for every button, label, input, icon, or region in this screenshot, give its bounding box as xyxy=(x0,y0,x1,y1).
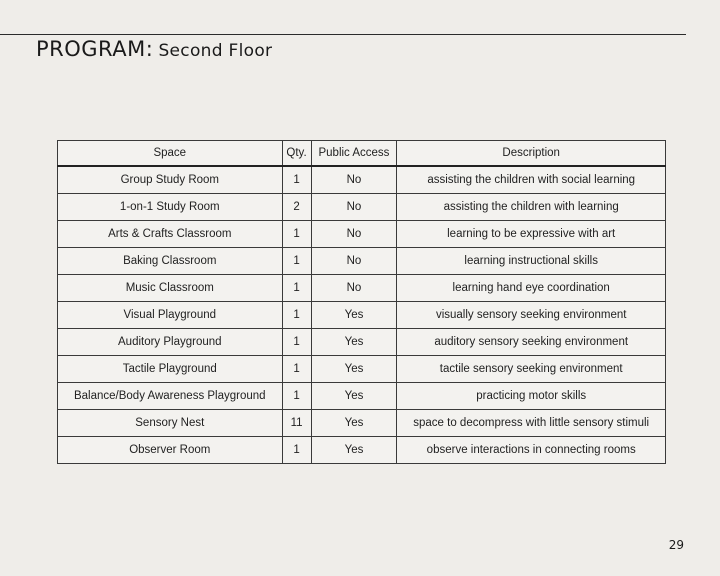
cell-description: observe interactions in connecting rooms xyxy=(397,437,666,464)
cell-space: Group Study Room xyxy=(58,166,283,194)
cell-qty: 2 xyxy=(282,194,311,221)
table-row xyxy=(58,248,666,275)
cell-qty: 1 xyxy=(282,166,311,194)
cell-qty: 1 xyxy=(282,329,311,356)
header-public-access: Public Access xyxy=(311,141,397,167)
cell-public-access: Yes xyxy=(311,410,397,437)
table-row xyxy=(58,437,666,464)
cell-public-access: No xyxy=(311,248,397,275)
cell-space: Tactile Playground xyxy=(58,356,283,383)
cell-space: Observer Room xyxy=(58,437,283,464)
table-row xyxy=(58,194,666,221)
cell-description: tactile sensory seeking environment xyxy=(397,356,666,383)
cell-public-access: No xyxy=(311,221,397,248)
cell-description: auditory sensory seeking environment xyxy=(397,329,666,356)
header-description: Description xyxy=(397,141,666,167)
header-space: Space xyxy=(58,141,283,167)
cell-qty: 1 xyxy=(282,248,311,275)
cell-qty: 1 xyxy=(282,302,311,329)
cell-public-access: No xyxy=(311,275,397,302)
cell-description: learning hand eye coordination xyxy=(397,275,666,302)
table-row xyxy=(58,275,666,302)
table-row xyxy=(58,329,666,356)
cell-public-access: No xyxy=(311,166,397,194)
table-row xyxy=(58,302,666,329)
program-table xyxy=(57,140,666,464)
cell-description: learning to be expressive with art xyxy=(397,221,666,248)
cell-space: Music Classroom xyxy=(58,275,283,302)
page-title xyxy=(36,36,272,64)
cell-space: Balance/Body Awareness Playground xyxy=(58,383,283,410)
cell-qty: 1 xyxy=(282,356,311,383)
cell-qty: 1 xyxy=(282,221,311,248)
table-row xyxy=(58,356,666,383)
table-row xyxy=(58,410,666,437)
cell-description: assisting the children with social learning xyxy=(397,166,666,194)
title-main: PROGRAM: xyxy=(36,37,154,61)
cell-description: visually sensory seeking environment xyxy=(397,302,666,329)
title-sub: Second Floor xyxy=(158,41,273,61)
cell-space: Sensory Nest xyxy=(58,410,283,437)
header-qty: Qty. xyxy=(282,141,311,167)
table-row xyxy=(58,383,666,410)
table-header-row xyxy=(58,141,666,167)
cell-space: Visual Playground xyxy=(58,302,283,329)
cell-space: 1-on-1 Study Room xyxy=(58,194,283,221)
cell-public-access: Yes xyxy=(311,302,397,329)
cell-description: space to decompress with little sensory stimuli xyxy=(397,410,666,437)
cell-public-access: Yes xyxy=(311,383,397,410)
page-number: 29 xyxy=(668,538,684,552)
cell-space: Baking Classroom xyxy=(58,248,283,275)
table-row xyxy=(58,166,666,194)
cell-public-access: Yes xyxy=(311,437,397,464)
cell-space: Auditory Playground xyxy=(58,329,283,356)
cell-qty: 1 xyxy=(282,383,311,410)
cell-qty: 1 xyxy=(282,275,311,302)
table-row xyxy=(58,221,666,248)
cell-description: learning instructional skills xyxy=(397,248,666,275)
cell-description: practicing motor skills xyxy=(397,383,666,410)
cell-public-access: Yes xyxy=(311,356,397,383)
header-rule xyxy=(0,34,686,35)
cell-space: Arts & Crafts Classroom xyxy=(58,221,283,248)
cell-public-access: No xyxy=(311,194,397,221)
cell-description: assisting the children with learning xyxy=(397,194,666,221)
cell-qty: 1 xyxy=(282,437,311,464)
cell-public-access: Yes xyxy=(311,329,397,356)
cell-qty: 11 xyxy=(282,410,311,437)
